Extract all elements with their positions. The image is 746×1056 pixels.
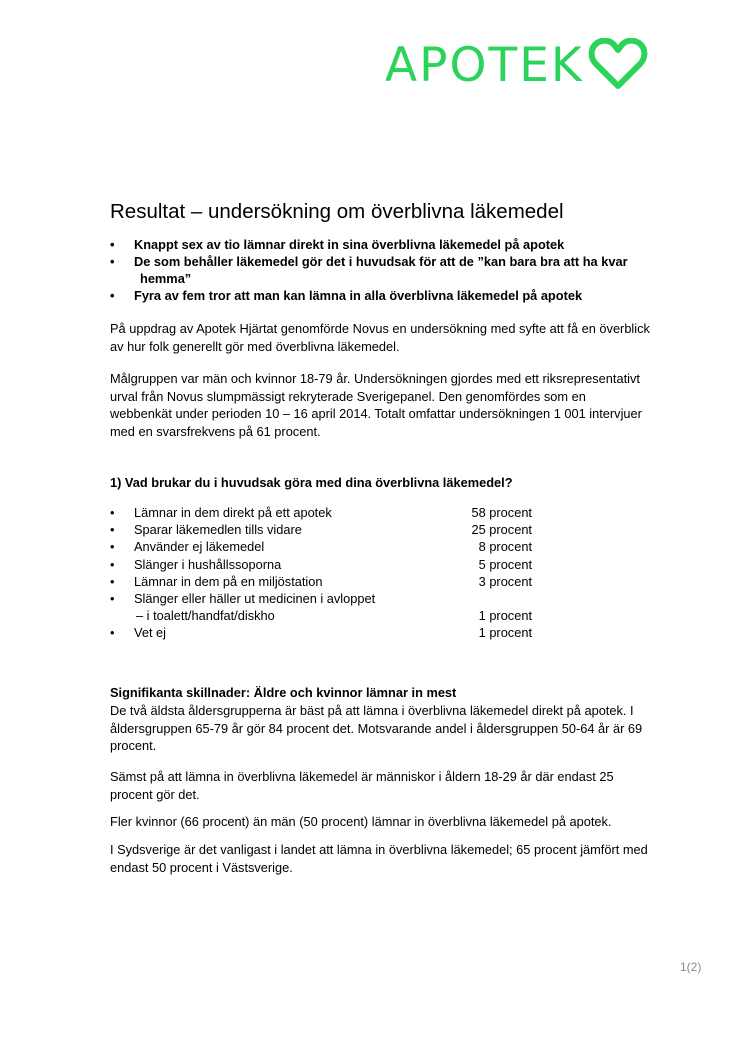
answer-label: Lämnar in dem direkt på ett apotek — [134, 505, 332, 520]
logo-text: APOTEK — [385, 37, 584, 93]
significance-paragraph: Sämst på att lämna in överblivna läkemedel är människor i åldern 18-29 år där endast 25 procent gör det. — [110, 769, 614, 802]
answer-label: Slänger i hushållssoporna — [134, 556, 282, 572]
significance-paragraph: De två äldsta åldersgrupperna är bäst på att lämna i överblivna läkemedel direkt på apotek. I åldersgruppen 65-79 år gör 84 procent det. Motsvarande andel i åldersgruppen 50-64 år är 69 procent. — [110, 703, 643, 753]
highlight-text: De som behåller läkemedel gör det i huvudsak för att de ”kan bara bra att ha kvar — [134, 254, 628, 269]
bullet: • — [110, 237, 115, 252]
page-title: Resultat – undersökning om överblivna läkemedel — [110, 200, 564, 223]
bullet: • — [110, 539, 115, 555]
answer-row — [110, 521, 540, 538]
bullet: • — [110, 556, 115, 572]
bullet: • — [110, 288, 115, 303]
heart-icon — [588, 38, 648, 92]
answer-label: Slänger eller häller ut medicinen i avloppet — [134, 591, 376, 607]
list-item — [110, 253, 650, 270]
answer-row — [110, 590, 540, 607]
highlight-continuation: hemma” — [140, 271, 192, 286]
answer-label: Sparar läkemedlen tills vidare — [134, 522, 302, 538]
intro-paragraph: Målgruppen var män och kvinnor 18-79 år. Undersökningen gjordes med ett riksrepresentativt urval från Novus slumpmässigt rekryterade Sverigepanel. Den genomfördes som en webbenkät under perioden 10 – 16 april 2014. Totalt omfattar undersökningen 1 001 intervjuer med en svarsfrekvens på 61 procent. — [110, 371, 642, 439]
significance-paragraph: Fler kvinnor (66 procent) än män (50 procent) lämnar in överblivna läkemedel på apotek. — [110, 814, 612, 829]
bullet: • — [110, 591, 115, 607]
answer-label: Vet ej — [134, 625, 167, 641]
apotek-logo — [385, 36, 715, 94]
answer-value: 1 procent — [478, 625, 532, 641]
answer-row — [110, 573, 540, 590]
page-number: 1(2) — [680, 960, 702, 974]
answer-row — [110, 504, 540, 521]
answer-sublabel: – i toalett/handfat/diskho — [136, 608, 275, 624]
answer-value: 3 procent — [478, 573, 532, 589]
answer-value: 58 procent — [471, 505, 532, 520]
answer-row — [110, 538, 540, 555]
bullet: • — [110, 625, 115, 641]
bullet: • — [110, 254, 115, 269]
answer-value: 1 procent — [478, 608, 532, 624]
highlight-text: Fyra av fem tror att man kan lämna in alla överblivna läkemedel på apotek — [134, 288, 583, 303]
significance-paragraph: I Sydsverige är det vanligast i landet att lämna in överblivna läkemedel; 65 procent jämfört med endast 50 procent i Västsverige. — [110, 842, 648, 875]
highlights-list — [110, 236, 650, 304]
answer-row — [110, 556, 540, 573]
answer-label: Lämnar in dem på en miljöstation — [134, 573, 323, 589]
question-heading: 1) Vad brukar du i huvudsak göra med dina överblivna läkemedel? — [110, 475, 513, 490]
list-item — [110, 287, 650, 304]
answer-row — [110, 624, 540, 641]
bullet: • — [110, 505, 115, 520]
answer-value: 8 procent — [478, 539, 532, 555]
highlight-text: Knappt sex av tio lämnar direkt in sina överblivna läkemedel på apotek — [134, 237, 565, 252]
significance-heading: Signifikanta skillnader: Äldre och kvinnor lämnar in mest — [110, 685, 457, 700]
answer-value: 5 procent — [478, 556, 532, 572]
list-item — [110, 236, 650, 253]
answers-list — [110, 504, 540, 642]
answer-value: 25 procent — [471, 522, 532, 538]
bullet: • — [110, 522, 115, 538]
bullet: • — [110, 573, 115, 589]
answer-row-continuation — [110, 607, 540, 624]
intro-paragraph: På uppdrag av Apotek Hjärtat genomförde Novus en undersökning med syfte att få en överblick av hur folk generellt gör med överblivna läkemedel. — [110, 321, 650, 354]
answer-label: Använder ej läkemedel — [134, 539, 265, 555]
